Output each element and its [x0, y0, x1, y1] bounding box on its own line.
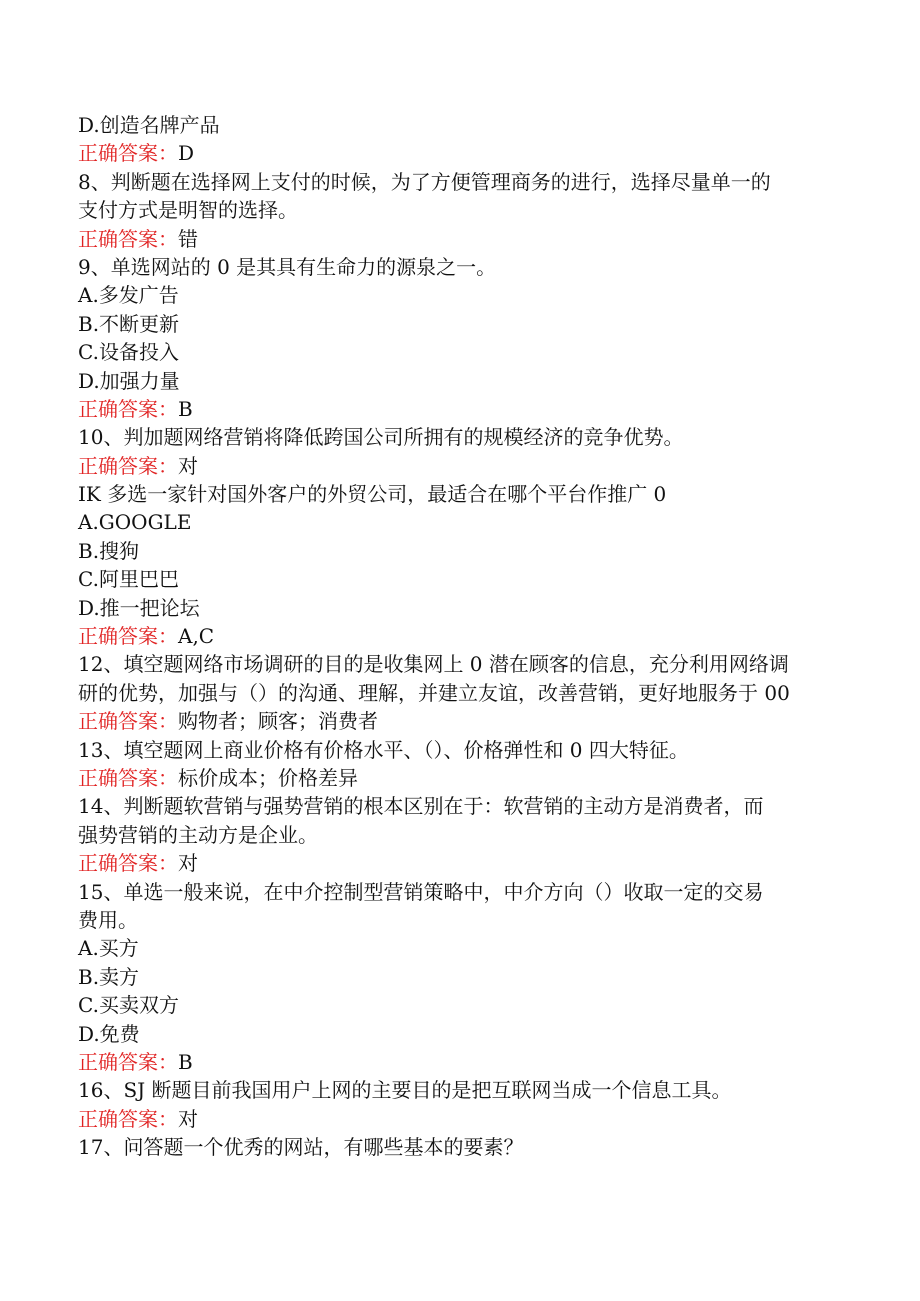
text-line: 15、单选一般来说，在中介控制型营销策略中，中介方向（）收取一定的交易 [78, 879, 764, 904]
answer-value: B [178, 1049, 193, 1074]
answer-value: A,C [178, 624, 215, 649]
answer-line [78, 622, 838, 650]
text-line: 8、判断题在选择网上支付的时候，为了方便管理商务的进行，选择尽量单一的 [78, 169, 771, 194]
text-line: 10、判加题网络营销将降低跨国公司所拥有的规模经济的竞争优势。 [78, 425, 684, 450]
text-line: A.GOOGLE [78, 510, 192, 535]
answer-line [78, 395, 838, 423]
text-line: B.搜狗 [78, 538, 140, 563]
text-line: C.买卖双方 [78, 993, 179, 1018]
text-line: 16、SJ 断题目前我国用户上网的主要目的是把互联网当成一个信息工具。 [78, 1078, 732, 1103]
answer-value: D [178, 141, 195, 166]
text-line: B.不断更新 [78, 311, 180, 336]
answer-value: B [178, 396, 193, 421]
text-line: 13、填空题网上商业价格有价格水平、（）、价格弹性和 0 四大特征。 [78, 737, 689, 762]
answer-value: 对 [178, 1106, 198, 1131]
answer-label: 正确答案： [78, 1106, 178, 1131]
answer-value: 错 [178, 226, 198, 251]
answer-line [78, 139, 838, 167]
text-line: D.创造名牌产品 [78, 113, 220, 137]
answer-value: 标价成本；价格差异 [178, 765, 358, 790]
answer-line [78, 225, 838, 253]
text-line: 支付方式是明智的选择。 [78, 198, 298, 223]
text-line: A.多发广告 [78, 283, 179, 308]
answer-line [78, 1048, 838, 1076]
answer-line [78, 452, 838, 480]
answer-label: 正确答案： [78, 396, 178, 421]
answer-value: 购物者；顾客；消费者 [178, 709, 378, 734]
answer-label: 正确答案： [78, 624, 178, 649]
text-line: A.买方 [78, 936, 139, 961]
answer-label: 正确答案： [78, 1049, 178, 1074]
text-line: C.设备投入 [78, 340, 179, 365]
text-line: 17、问答题一个优秀的网站，有哪些基本的要素？ [78, 1135, 524, 1160]
text-line: C.阿里巴巴 [78, 567, 179, 592]
text-line: D.免费 [78, 1021, 140, 1046]
answer-label: 正确答案： [78, 851, 178, 876]
answer-label: 正确答案： [78, 226, 178, 251]
answer-label: 正确答案： [78, 709, 178, 734]
text-line: D.推一把论坛 [78, 595, 200, 620]
text-line: 费用。 [78, 907, 138, 932]
answer-label: 正确答案： [78, 453, 178, 478]
answer-value: 对 [178, 851, 198, 876]
answer-label: 正确答案： [78, 141, 178, 166]
answer-line [78, 764, 838, 792]
text-line: 14、判断题软营销与强势营销的根本区别在于：软营销的主动方是消费者，而 [78, 794, 764, 819]
answer-line [78, 849, 838, 877]
text-line: B.卖方 [78, 964, 140, 989]
text-line: IK 多选一家针对国外客户的外贸公司，最适合在哪个平台作推广 0 [78, 482, 667, 507]
text-line: 研的优势，加强与（）的沟通、理解，并建立友谊，改善营销，更好地服务于 00 [78, 680, 790, 705]
answer-line [78, 1105, 838, 1133]
answer-label: 正确答案： [78, 765, 178, 790]
answer-value: 对 [178, 453, 198, 478]
text-line: 9、单选网站的 0 是其具有生命力的源泉之一。 [78, 254, 497, 279]
answer-line [78, 707, 838, 735]
text-line: 强势营销的主动方是企业。 [78, 822, 318, 847]
document-page [78, 111, 838, 1161]
text-line: 12、填空题网络市场调研的目的是收集网上 0 潜在顾客的信息，充分利用网络调 [78, 652, 789, 677]
text-line: D.加强力量 [78, 368, 180, 393]
